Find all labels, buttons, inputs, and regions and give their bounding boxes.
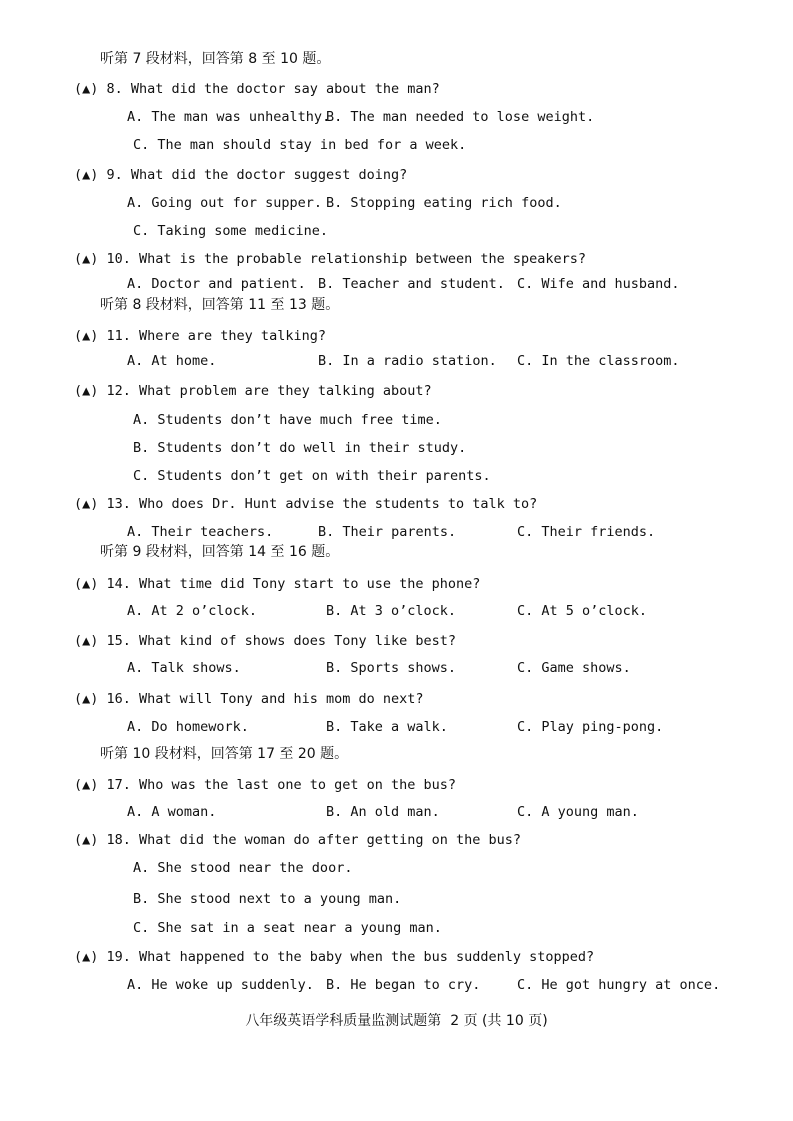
question-19-option-b: B. He began to cry. — [326, 977, 481, 993]
question-10-option-b: B. Teacher and student. — [318, 276, 505, 292]
question-15-option-b: B. Sports shows. — [326, 660, 457, 676]
question-10-option-a: A. Doctor and patient. — [127, 276, 306, 292]
question-18-stem: (▲) 18. What did the woman do after getting on the bus? — [74, 832, 522, 848]
question-9-option-a: A. Going out for supper. — [127, 195, 323, 211]
question-9-option-b: B. Stopping eating rich food. — [326, 195, 562, 211]
question-12-option-c: C. Students don’t get on with their parents. — [133, 468, 491, 484]
question-10-stem: (▲) 10. What is the probable relationship between the speakers? — [74, 251, 587, 267]
question-8-option-b: B. The man needed to lose weight. — [326, 109, 595, 125]
question-11-option-c: C. In the classroom. — [517, 353, 680, 369]
question-12-stem: (▲) 12. What problem are they talking about? — [74, 383, 432, 399]
question-14-option-a: A. At 2 o’clock. — [127, 603, 258, 619]
question-13-option-a: A. Their teachers. — [127, 524, 274, 540]
question-8-stem: (▲) 8. What did the doctor say about the man? — [74, 81, 440, 97]
question-19-stem: (▲) 19. What happened to the baby when the bus suddenly stopped? — [74, 949, 595, 965]
question-8-option-c: C. The man should stay in bed for a week. — [133, 137, 467, 153]
question-17-option-c: C. A young man. — [517, 804, 639, 820]
question-17-option-b: B. An old man. — [326, 804, 440, 820]
question-15-option-c: C. Game shows. — [517, 660, 631, 676]
question-10-option-c: C. Wife and husband. — [517, 276, 680, 292]
question-13-option-c: C. Their friends. — [517, 524, 656, 540]
question-16-option-a: A. Do homework. — [127, 719, 249, 735]
page-footer: 八年级英语学科质量监测试题第 2 页 (共 10 页) — [245, 1013, 548, 1029]
question-11-option-b: B. In a radio station. — [318, 353, 497, 369]
question-16-stem: (▲) 16. What will Tony and his mom do next? — [74, 691, 424, 707]
question-13-stem: (▲) 13. Who does Dr. Hunt advise the students to talk to? — [74, 496, 538, 512]
question-18-option-b: B. She stood next to a young man. — [133, 891, 402, 907]
section-heading-8: 听第 8 段材料，回答第 11 至 13 题。 — [100, 297, 340, 313]
question-12-option-b: B. Students don’t do well in their study. — [133, 440, 467, 456]
question-14-option-b: B. At 3 o’clock. — [326, 603, 457, 619]
question-18-option-c: C. She sat in a seat near a young man. — [133, 920, 442, 936]
question-13-option-b: B. Their parents. — [318, 524, 457, 540]
question-9-option-c: C. Taking some medicine. — [133, 223, 329, 239]
question-15-option-a: A. Talk shows. — [127, 660, 241, 676]
question-18-option-a: A. She stood near the door. — [133, 860, 353, 876]
section-heading-9: 听第 9 段材料，回答第 14 至 16 题。 — [100, 544, 340, 560]
question-9-stem: (▲) 9. What did the doctor suggest doing? — [74, 167, 408, 183]
section-heading-7: 听第 7 段材料，回答第 8 至 10 题。 — [100, 51, 331, 67]
question-14-option-c: C. At 5 o’clock. — [517, 603, 648, 619]
question-12-option-a: A. Students don’t have much free time. — [133, 412, 442, 428]
question-15-stem: (▲) 15. What kind of shows does Tony like best? — [74, 633, 457, 649]
section-heading-10: 听第 10 段材料，回答第 17 至 20 题。 — [100, 746, 349, 762]
question-14-stem: (▲) 14. What time did Tony start to use the phone? — [74, 576, 481, 592]
question-11-stem: (▲) 11. Where are they talking? — [74, 328, 326, 344]
question-16-option-b: B. Take a walk. — [326, 719, 448, 735]
question-19-option-c: C. He got hungry at once. — [517, 977, 721, 993]
question-11-option-a: A. At home. — [127, 353, 217, 369]
question-16-option-c: C. Play ping-pong. — [517, 719, 664, 735]
question-8-option-a: A. The man was unhealthy. — [127, 109, 331, 125]
question-17-stem: (▲) 17. Who was the last one to get on the bus? — [74, 777, 457, 793]
question-19-option-a: A. He woke up suddenly. — [127, 977, 314, 993]
question-17-option-a: A. A woman. — [127, 804, 217, 820]
